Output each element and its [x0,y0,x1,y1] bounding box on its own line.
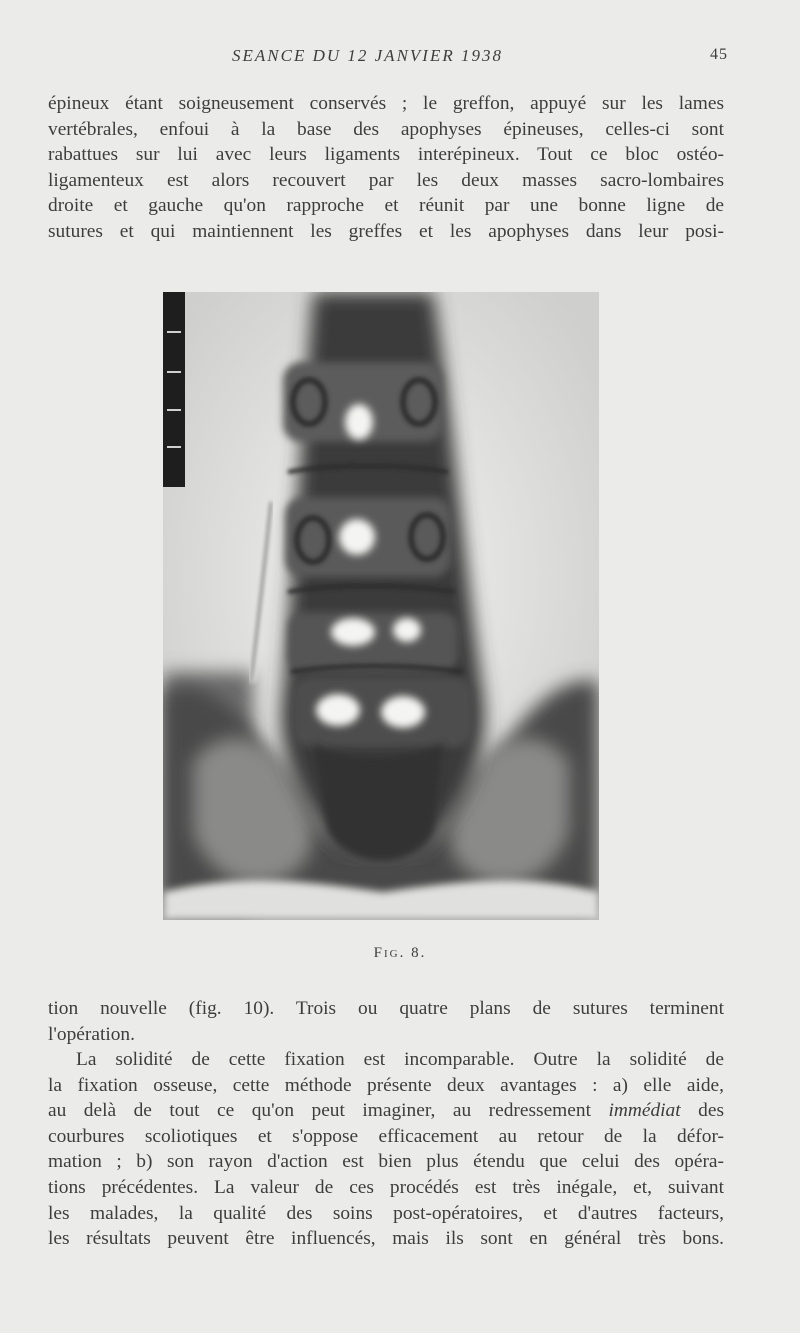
radiograph-figure [163,292,599,920]
text-line: tion nouvelle (fig. 10). Trois ou quatre plans de sutures terminent [48,998,724,1019]
text-fragment: des [698,1100,724,1122]
text-line: les résultats peuvent être influencés, mais ils sont en général très bons. [48,1228,724,1250]
text-line: rabattues sur lui avec leurs ligaments interépineux. Tout ce bloc ostéo- [48,144,724,166]
paragraph-bottom [48,1047,724,1252]
text-line: droite et gauche qu'on rapproche et réunit par une bonne ligne de [48,195,724,217]
emphasis-text: immédiat [608,1100,681,1122]
page-number: 45 [710,46,728,63]
text-line: épineux étant soigneusement conservés ; le greffon, appuyé sur les lames [48,93,724,114]
text-line: l'opération. [48,1023,135,1045]
scale-marker [163,292,185,487]
text-line: mation ; b) son rayon d'action est bien plus étendu que celui des opéra- [48,1151,724,1173]
paragraph-top [48,91,724,245]
text-line: les malades, la qualité des soins post-opératoires, et d'autres facteurs, [48,1202,724,1224]
text-line: La solidité de cette fixation est incomparable. Outre la solidité de [76,1049,724,1070]
text-line: vertébrales, enfoui à la base des apophyses épineuses, celles-ci sont [48,118,724,140]
running-head [0,46,800,72]
text-line: la fixation osseuse, cette méthode présente deux avantages : a) elle aide, [48,1074,724,1096]
text-line: tions précédentes. La valeur de ces procédés est très inégale, et, suivant [48,1176,724,1198]
text-line [48,1098,724,1124]
text-line: ligamenteux est alors recouvert par les deux masses sacro-lombaires [48,169,724,191]
text-line: courbures scoliotiques et s'oppose efficacement au retour de la défor- [48,1125,724,1147]
text-fragment: au delà de tout ce qu'on peut imaginer, au redressement [48,1100,591,1122]
paragraph-middle [48,996,724,1047]
running-title: SEANCE DU 12 JANVIER 1938 [232,46,503,65]
figure-caption: Fig. 8. [373,945,427,961]
text-line: sutures et qui maintiennent les greffes et les apophyses dans leur posi- [48,220,724,242]
radiograph-image [163,292,599,920]
